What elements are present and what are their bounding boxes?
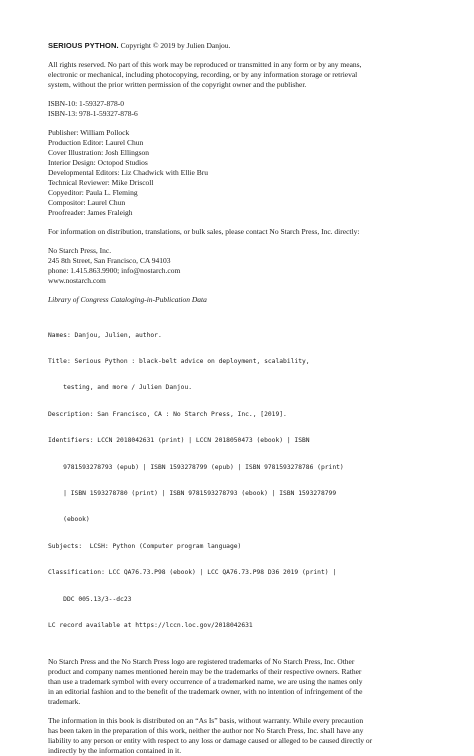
copyright-page (48, 41, 430, 756)
cip-line: Subjects: LCSH: Python (Computer program language) (48, 542, 242, 550)
cip-line: Identifiers: LCCN 2018042631 (print) | LCCN 2018050473 (ebook) | ISBN (48, 437, 310, 445)
credit-production-editor: Production Editor: Laurel Chun (48, 138, 144, 147)
address-line: 245 8th Street, San Francisco, CA 94103 (48, 256, 171, 265)
rights-line: system, without the prior written permission of the copyright owner and the publisher. (48, 80, 307, 89)
disclaimer-paragraph (48, 716, 430, 756)
book-title: SERIOUS PYTHON. (48, 41, 119, 50)
cip-line: Description: San Francisco, CA : No Starch Press, Inc., [2019]. (48, 410, 287, 418)
trademark-paragraph (48, 657, 430, 707)
cip-line: Title: Serious Python : black-belt advice on deployment, scalability, (48, 357, 310, 365)
trademark-line: No Starch Press and the No Starch Press logo are registered trademarks of No Starch Press, Inc. Other (48, 657, 355, 667)
address-line: phone: 1.415.863.9900; info@nostarch.com (48, 266, 181, 275)
credit-compositor: Compositor: Laurel Chun (48, 198, 126, 207)
credits-block (48, 128, 430, 218)
cip-line: (ebook) (48, 516, 90, 524)
credit-developmental-editors: Developmental Editors: Liz Chadwick with Ellie Bru (48, 168, 208, 177)
credit-copyeditor: Copyeditor: Paula L. Fleming (48, 188, 138, 197)
title-line (48, 41, 430, 51)
credit-publisher: Publisher: William Pollock (48, 128, 130, 137)
address-line: No Starch Press, Inc. (48, 246, 112, 255)
credit-cover-illustration: Cover Illustration: Josh Ellingson (48, 148, 150, 157)
isbn-10: ISBN-10: 1-59327-878-0 (48, 99, 125, 108)
credit-technical-reviewer: Technical Reviewer: Mike Driscoll (48, 178, 154, 187)
disclaimer-line: has been taken in the preparation of this work, neither the author nor No Starch Press, Inc. shall have any (48, 726, 364, 736)
address-line: www.nostarch.com (48, 276, 106, 285)
cip-record (48, 314, 430, 648)
cip-line: | ISBN 1593278780 (print) | ISBN 9781593278793 (ebook) | ISBN 1593278799 (48, 489, 337, 497)
copyright-notice: Copyright © 2019 by Julien Danjou. (118, 41, 231, 50)
cip-line: testing, and more / Julien Danjou. (48, 384, 193, 392)
trademark-line: trademark. (48, 697, 81, 707)
cip-line: 9781593278793 (epub) | ISBN 1593278799 (epub) | ISBN 9781593278786 (print) (48, 463, 344, 471)
trademark-line: in an editorial fashion and to the benefit of the trademark owner, with no intention of infringement of the (48, 687, 363, 697)
publisher-address (48, 246, 430, 286)
cip-line: Classification: LCC QA76.73.P98 (ebook) | LCC QA76.73.P98 D36 2019 (print) | (48, 569, 337, 577)
trademark-line: product and company names mentioned herein may be the trademarks of their respective owners. Rather (48, 667, 362, 677)
rights-line: electronic or mechanical, including photocopying, recording, or by any information storage or retrieval (48, 70, 358, 79)
cip-line: DDC 005.13/3--dc23 (48, 595, 132, 603)
disclaimer-line: indirectly by the information contained in it. (48, 746, 182, 756)
rights-paragraph (48, 60, 430, 90)
cip-line: Names: Danjou, Julien, author. (48, 331, 162, 339)
cip-line: LC record available at https://lccn.loc.gov/2018042631 (48, 621, 253, 629)
distribution-info: For information on distribution, translations, or bulk sales, please contact No Starch Press, Inc. directly: (48, 227, 360, 236)
credit-proofreader: Proofreader: James Fraleigh (48, 208, 133, 217)
disclaimer-line: The information in this book is distributed on an “As Is” basis, without warranty. While every precaution (48, 716, 364, 726)
credit-interior-design: Interior Design: Octopod Studios (48, 158, 148, 167)
trademark-line: than use a trademark symbol with every occurrence of a trademarked name, we are using the names only (48, 677, 363, 687)
rights-line: All rights reserved. No part of this work may be reproduced or transmitted in any form or by any means, (48, 60, 362, 69)
isbn-block (48, 99, 430, 119)
isbn-13: ISBN-13: 978-1-59327-878-6 (48, 109, 138, 118)
disclaimer-line: liability to any person or entity with respect to any loss or damage caused or alleged to be caused directly or (48, 736, 373, 746)
cip-heading: Library of Congress Cataloging-in-Publication Data (48, 295, 207, 304)
